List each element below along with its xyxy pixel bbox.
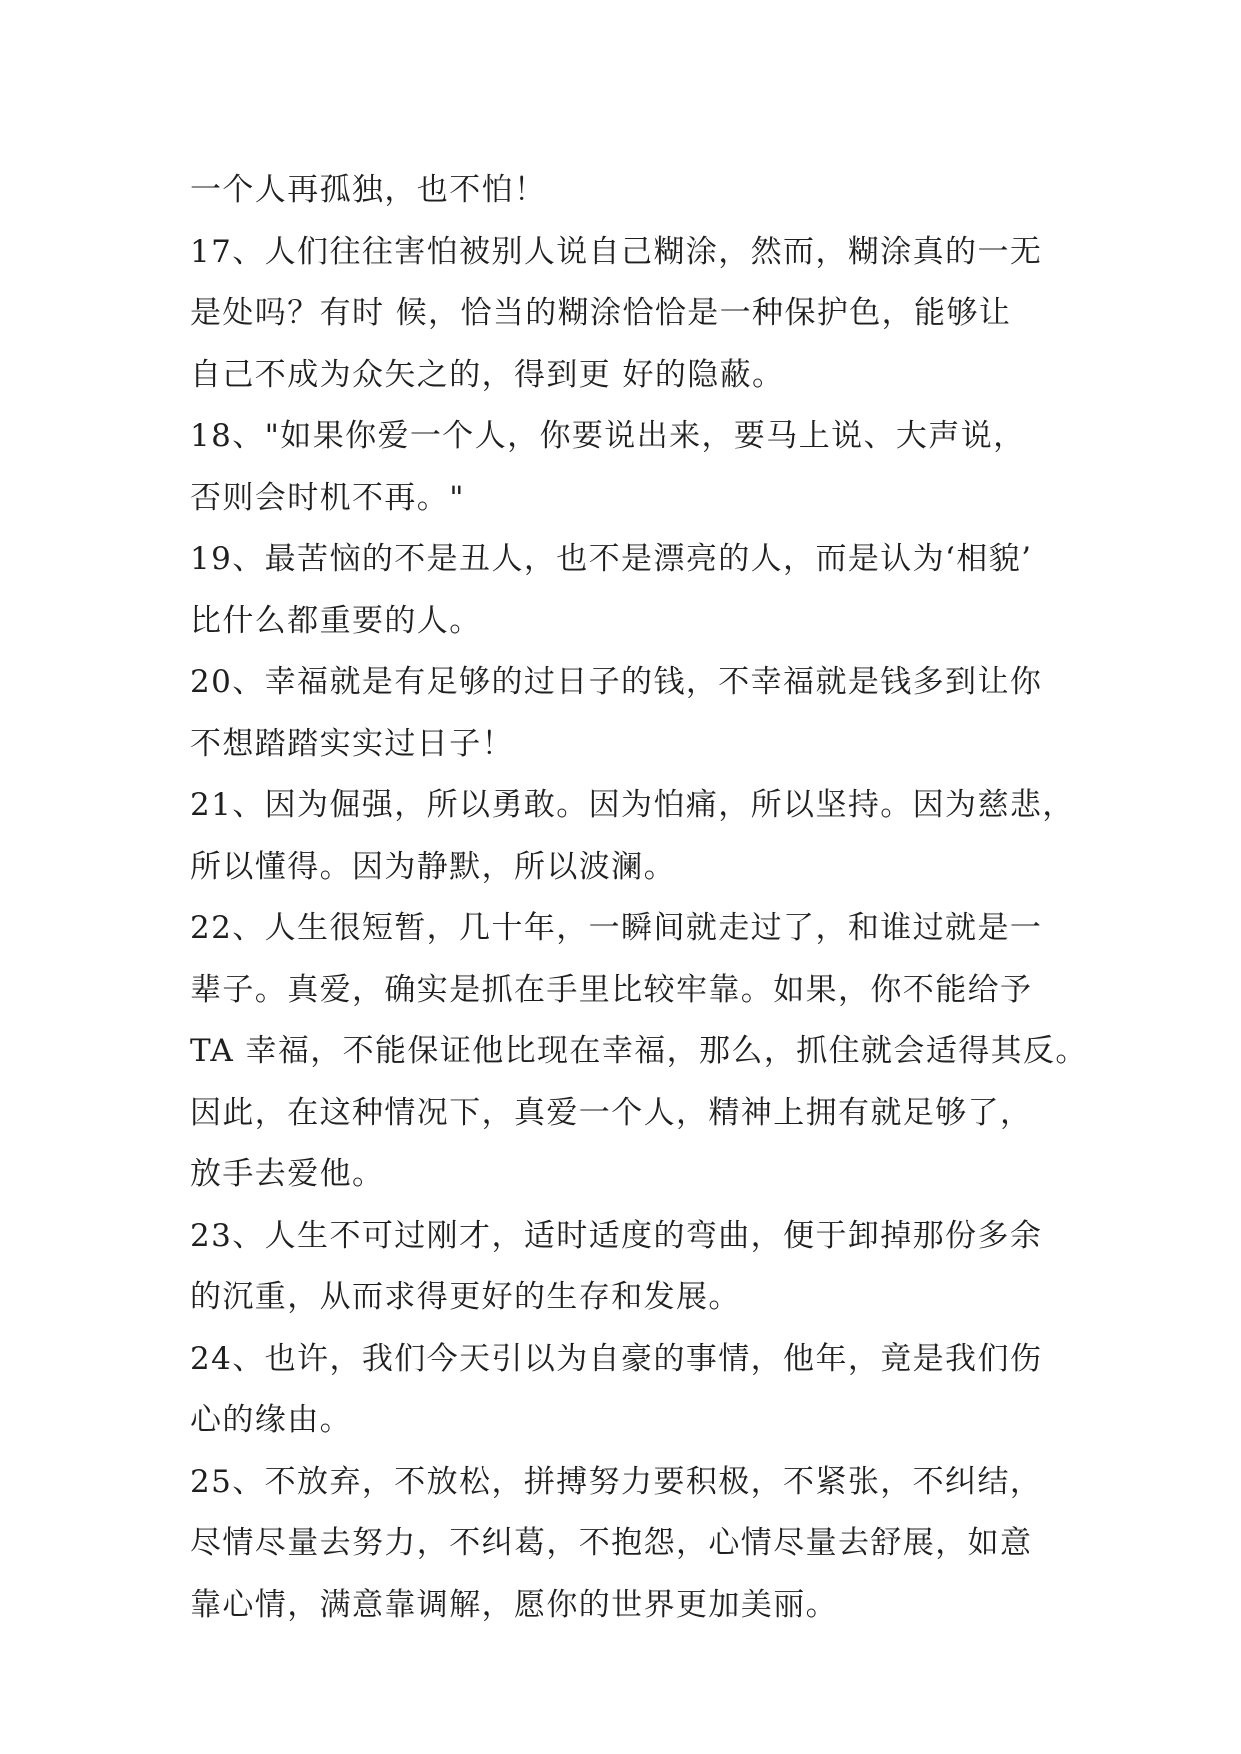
text-line: 25、不放弃，不放松，拼搏努力要积极，不紧张，不纠结， [190,1463,1043,1500]
text-line: 辈子。真爱，确实是抓在手里比较牢靠。如果，你不能给予 [190,971,1033,1008]
text-line: 是处吗？有时 候，恰当的糊涂恰恰是一种保护色，能够让 [190,295,1012,331]
text-line: 24、也许，我们今天引以为自豪的事情，他年，竟是我们伤 [190,1340,1043,1377]
text-line: 22、人生很短暂，几十年，一瞬间就走过了，和谁过就是一 [190,910,1043,946]
text-line: 一个人再孤独，也不怕！ [190,172,547,208]
text-line: 心的缘由。 [190,1402,352,1438]
text-line: 因此，在这种情况下，真爱一个人，精神上拥有就足够了， [190,1094,1033,1131]
text-line: 17、人们往往害怕被别人说自己糊涂，然而，糊涂真的一无 [190,233,1043,270]
text-line: 否则会时机不再。" [190,479,465,516]
text-line: 所以懂得。因为静默，所以波澜。 [190,848,676,885]
text-line: 比什么都重要的人。 [190,602,482,639]
text-line: 21、因为倔强，所以勇敢。因为怕痛，所以坚持。因为慈悲， [190,787,1075,823]
text-line: 20、幸福就是有足够的过日子的钱，不幸福就是钱多到让你 [190,664,1043,700]
text-line: TA 幸福，不能保证他比现在幸福，那么，抓住就会适得其反。 [190,1033,1088,1069]
text-line: 放手去爱他。 [190,1156,385,1192]
text-line: 靠心情，满意靠调解，愿你的世界更加美丽。 [190,1586,838,1623]
text-line: 尽情尽量去努力，不纠葛，不抱怨，心情尽量去舒展，如意 [190,1525,1033,1561]
text-line: 的沉重，从而求得更好的生存和发展。 [190,1279,741,1315]
text-line: 23、人生不可过刚才，适时适度的弯曲，便于卸掉那份多余 [190,1217,1043,1254]
document-body [190,160,1088,1636]
text-line: 不想踏踏实实过日子！ [190,725,514,762]
text-line: 自己不成为众矢之的，得到更 好的隐蔽。 [190,356,785,393]
text-line: 18、"如果你爱一个人，你要说出来，要马上说、大声说， [190,418,1026,454]
text-line: 19、最苦恼的不是丑人，也不是漂亮的人，而是认为‘相貌’ [190,541,1033,577]
